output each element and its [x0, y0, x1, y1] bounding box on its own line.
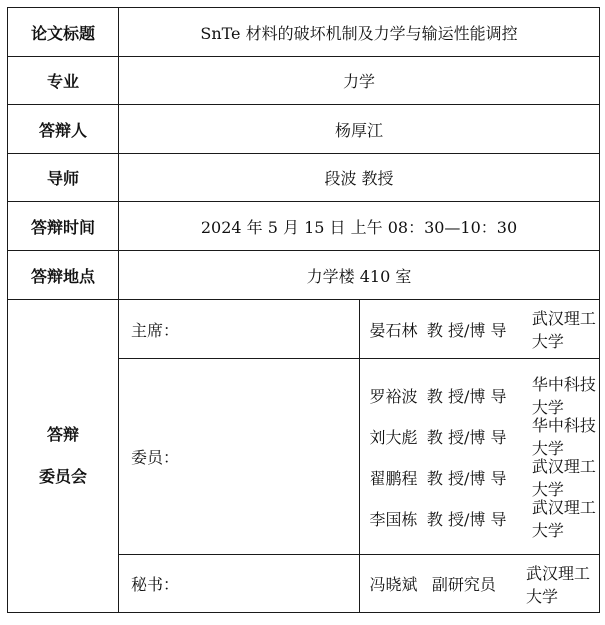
committee-label-line1: 答辩 — [46, 425, 79, 444]
row-defender — [8, 105, 600, 154]
label-defense-time: 答辩时间 — [8, 202, 119, 251]
member-unit: 华中科技大学 — [531, 375, 596, 417]
value-defender: 杨厚江 — [119, 105, 600, 154]
member-title: 教 授/博 导 — [426, 427, 507, 447]
member-title: 教 授/博 导 — [426, 509, 507, 529]
member-name: 翟鹏程 — [369, 468, 418, 488]
label-committee — [8, 300, 119, 613]
members-list — [359, 359, 600, 555]
row-defense-location — [8, 251, 600, 300]
member-name: 罗裕波 — [369, 386, 418, 406]
value-major: 力学 — [119, 57, 600, 105]
member-unit: 武汉理工大学 — [531, 457, 596, 499]
member-row — [360, 375, 600, 416]
secretary-unit: 武汉理工大学 — [526, 563, 591, 606]
label-defense-location: 答辩地点 — [8, 251, 119, 300]
member-row — [360, 457, 600, 498]
label-members: 委员： — [119, 359, 360, 555]
label-secretary: 秘书： — [119, 555, 360, 613]
secretary-row — [360, 563, 600, 604]
member-title: 教 授/博 导 — [426, 468, 507, 488]
chair-unit: 武汉理工大学 — [531, 309, 596, 351]
row-major — [8, 57, 600, 105]
member-title: 教 授/博 导 — [426, 386, 507, 406]
member-unit: 华中科技大学 — [531, 416, 596, 458]
member-unit: 武汉理工大学 — [531, 498, 596, 540]
value-thesis-title: SnTe 材料的破坏机制及力学与输运性能调控 — [119, 8, 600, 57]
secretary-entry — [359, 555, 600, 613]
row-defense-time — [8, 202, 600, 251]
value-defense-time: 2024 年 5 月 15 日 上午 08：30—10：30 — [119, 202, 600, 251]
label-major: 专业 — [8, 57, 119, 105]
label-chair: 主席： — [119, 300, 360, 359]
label-supervisor: 导师 — [8, 154, 119, 202]
chair-entry — [359, 300, 600, 359]
member-name: 李国栋 — [369, 509, 418, 529]
row-supervisor — [8, 154, 600, 202]
chair-name: 晏石林 — [369, 320, 418, 340]
defense-info-table — [7, 7, 600, 613]
secretary-name: 冯晓斌 — [369, 575, 418, 594]
secretary-title: 副研究员 — [431, 575, 496, 594]
row-thesis-title — [8, 8, 600, 57]
member-row — [360, 498, 600, 539]
member-name: 刘大彪 — [369, 427, 418, 447]
value-supervisor: 段波 教授 — [119, 154, 600, 202]
row-chair — [8, 300, 600, 359]
label-defender: 答辩人 — [8, 105, 119, 154]
committee-label-line2: 委员会 — [38, 467, 87, 486]
label-thesis-title: 论文标题 — [8, 8, 119, 57]
chair-row — [360, 309, 600, 350]
member-row — [360, 416, 600, 457]
value-defense-location: 力学楼 410 室 — [119, 251, 600, 300]
chair-title: 教 授/博 导 — [426, 320, 507, 340]
defense-info-sheet — [7, 7, 600, 620]
